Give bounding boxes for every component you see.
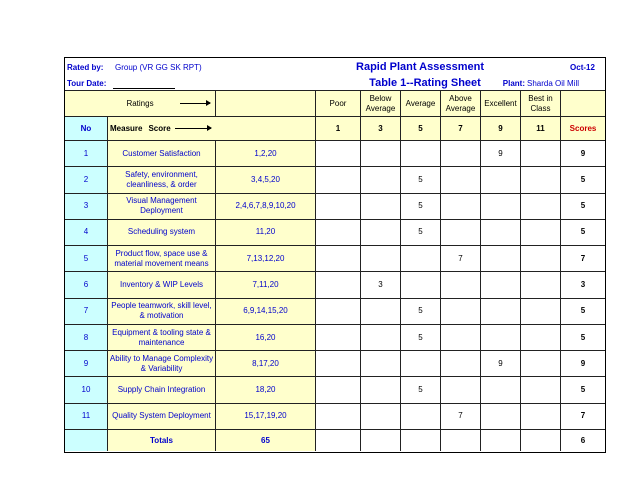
rated-by-value: Group (VR GG SK RPT) [115,63,202,72]
row-questions: 7,13,12,20 [215,245,315,271]
row-questions: 2,4,6,7,8,9,10,20 [215,193,315,219]
row-rating-cell [315,245,360,271]
row-rating-cell [480,376,520,402]
row-questions: 3,4,5,20 [215,166,315,192]
row-rating-cell [440,271,480,297]
row-no: 7 [65,298,107,324]
row-rating-cell [360,403,400,429]
row-rating-cell: 7 [440,403,480,429]
row-measure: Customer Satisfaction [107,140,215,166]
row-rating-cell [315,140,360,166]
row-questions: 1,2,20 [215,140,315,166]
row-no: 6 [65,271,107,297]
col-score: Score [148,123,171,133]
totals-value: 65 [215,429,315,451]
row-rating-cell: 5 [400,376,440,402]
score-arrow [175,128,211,129]
row-measure: Inventory & WIP Levels [107,271,215,297]
row-measure: Scheduling system [107,219,215,245]
row-rating-cell [315,271,360,297]
row-rating-cell [315,298,360,324]
rating-level-4: Above Average [440,90,480,116]
row-rating-cell [480,166,520,192]
col-measure: Measure [110,123,143,133]
row-questions: 15,17,19,20 [215,403,315,429]
row-rating-cell [440,219,480,245]
row-rating-cell [315,166,360,192]
row-score: 5 [560,376,605,402]
row-rating-cell [480,403,520,429]
row-rating-cell [315,350,360,376]
row-rating-cell [400,140,440,166]
row-rating-cell [520,271,560,297]
row-rating-cell [520,166,560,192]
row-rating-cell: 5 [400,193,440,219]
row-rating-cell [480,271,520,297]
row-rating-cell: 5 [400,324,440,350]
row-score: 5 [560,298,605,324]
row-rating-cell [480,298,520,324]
col-value-7: 7 [440,116,480,140]
totals-empty-cell [315,429,360,451]
ratings-end-cell [560,90,605,116]
row-rating-cell [360,166,400,192]
row-rating-cell [520,140,560,166]
row-no: 10 [65,376,107,402]
row-no: 4 [65,219,107,245]
row-rating-cell [480,193,520,219]
row-no: 2 [65,166,107,192]
row-rating-cell [480,324,520,350]
row-rating-cell [315,219,360,245]
row-questions: 16,20 [215,324,315,350]
row-score: 7 [560,403,605,429]
rated-by-label: Rated by: [67,63,104,72]
row-rating-cell [520,298,560,324]
row-rating-cell: 3 [360,271,400,297]
row-no: 8 [65,324,107,350]
row-rating-cell [400,350,440,376]
row-rating-cell: 5 [400,298,440,324]
row-score: 5 [560,193,605,219]
row-score: 3 [560,271,605,297]
row-measure: Equipment & tooling state & maintenance [107,324,215,350]
row-rating-cell [520,403,560,429]
plant-label: Plant: [502,79,525,88]
sheet-date: Oct-12 [570,63,595,72]
row-measure: Ability to Manage Complexity & Variability [107,350,215,376]
row-questions: 8,17,20 [215,350,315,376]
row-rating-cell [440,140,480,166]
row-questions: 6,9,14,15,20 [215,298,315,324]
totals-empty-cell [520,429,560,451]
row-score: 5 [560,219,605,245]
row-no: 1 [65,140,107,166]
totals-empty-cell [440,429,480,451]
row-score: 5 [560,324,605,350]
col-value-9: 9 [480,116,520,140]
row-rating-cell [360,245,400,271]
rating-level-1: Poor [315,90,360,116]
row-rating-cell [360,350,400,376]
ratings-label-cell: Ratings [65,90,215,116]
row-measure: Visual Management Deployment [107,193,215,219]
row-rating-cell [315,193,360,219]
ratings-arrow [180,103,210,104]
row-questions: 18,20 [215,376,315,402]
col-no: No [65,116,107,140]
row-rating-cell: 5 [400,219,440,245]
row-rating-cell [360,298,400,324]
row-rating-cell [360,140,400,166]
row-rating-cell [520,376,560,402]
col-scores: Scores [560,116,605,140]
plant-value: Sharda Oil Mill [527,79,580,88]
tour-date-label: Tour Date: [67,79,107,88]
col-value-5: 5 [400,116,440,140]
totals-score: 6 [560,429,605,451]
row-score: 5 [560,166,605,192]
row-rating-cell [360,324,400,350]
rating-level-5: Excellent [480,90,520,116]
row-measure: People teamwork, skill level, & motivation [107,298,215,324]
row-rating-cell [440,193,480,219]
row-rating-cell [400,403,440,429]
row-no: 9 [65,350,107,376]
sheet-title: Rapid Plant Assessment [356,61,484,73]
row-measure: Product flow, space use & material movement means [107,245,215,271]
row-rating-cell [315,376,360,402]
row-rating-cell [315,324,360,350]
row-no: 5 [65,245,107,271]
row-measure: Quality System Deployment [107,403,215,429]
totals-label: Totals [107,429,215,451]
rating-sheet [64,57,606,453]
row-rating-cell [400,245,440,271]
row-score: 9 [560,350,605,376]
row-rating-cell [440,376,480,402]
row-no: 3 [65,193,107,219]
row-questions: 7,11,20 [215,271,315,297]
row-rating-cell [440,324,480,350]
row-measure: Safety, environment, cleanliness, & order [107,166,215,192]
row-rating-cell [440,350,480,376]
ratings-spacer-cell [215,90,315,116]
totals-empty-cell [480,429,520,451]
sheet-subtitle: Table 1--Rating Sheet [369,77,481,89]
row-rating-cell [520,324,560,350]
row-rating-cell: 9 [480,350,520,376]
row-rating-cell [480,245,520,271]
row-rating-cell [440,166,480,192]
row-rating-cell [520,245,560,271]
row-rating-cell [360,376,400,402]
row-rating-cell [360,219,400,245]
row-score: 9 [560,140,605,166]
rating-level-6: Best in Class [520,90,560,116]
rating-level-2: Below Average [360,90,400,116]
row-score: 7 [560,245,605,271]
totals-spacer [65,429,107,451]
totals-empty-cell [400,429,440,451]
row-rating-cell [400,271,440,297]
row-rating-cell: 5 [400,166,440,192]
tour-date-underline [113,88,175,89]
row-rating-cell [520,350,560,376]
row-measure: Supply Chain Integration [107,376,215,402]
row-rating-cell [315,403,360,429]
col-value-3: 3 [360,116,400,140]
rating-level-3: Average [400,90,440,116]
row-rating-cell: 7 [440,245,480,271]
row-rating-cell [360,193,400,219]
row-rating-cell [520,193,560,219]
row-rating-cell [520,219,560,245]
col-value-1: 1 [315,116,360,140]
row-questions: 11,20 [215,219,315,245]
col-value-11: 11 [520,116,560,140]
row-rating-cell [480,219,520,245]
totals-empty-cell [360,429,400,451]
row-rating-cell [440,298,480,324]
row-rating-cell: 9 [480,140,520,166]
row-no: 11 [65,403,107,429]
